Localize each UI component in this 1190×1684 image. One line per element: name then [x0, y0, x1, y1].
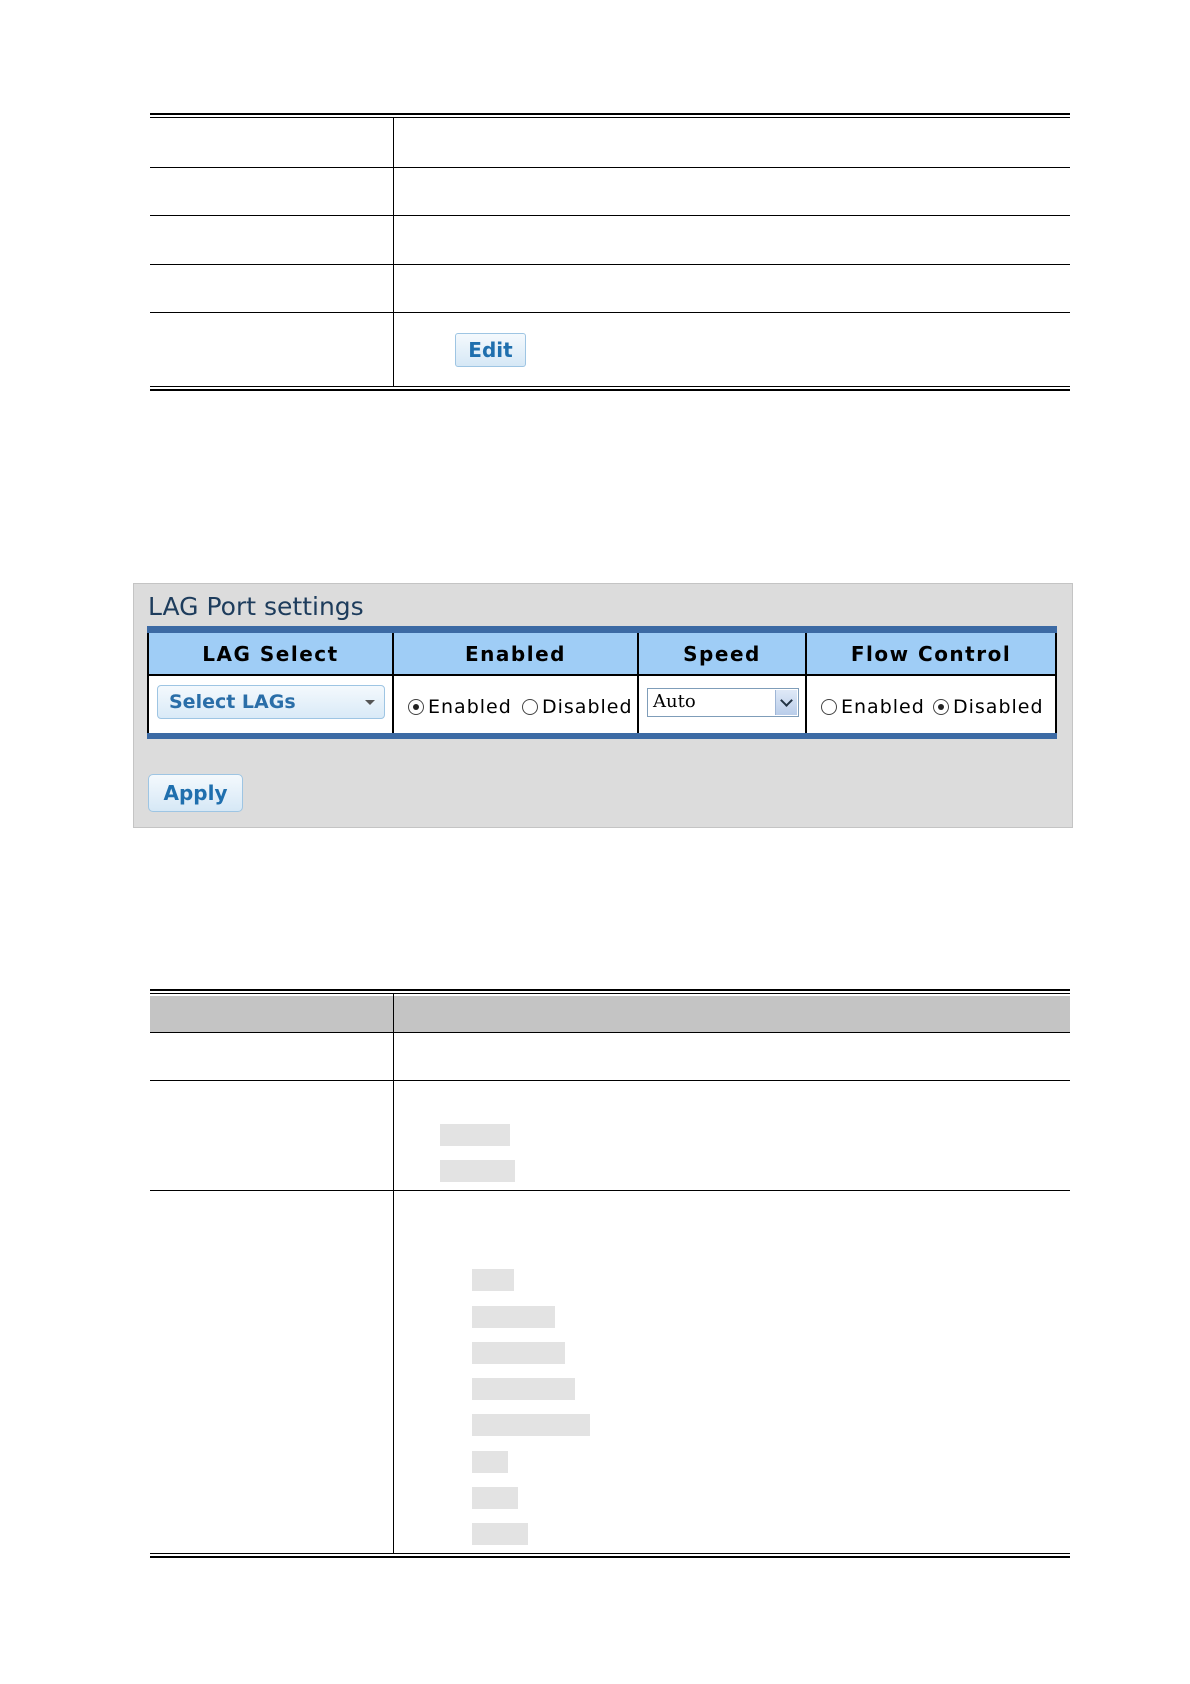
radio-label: Disabled [953, 696, 1044, 718]
row-divider [150, 264, 1070, 265]
edit-button[interactable]: Edit [455, 333, 526, 367]
cell-lag-select [147, 674, 394, 733]
radio-selected-icon[interactable] [933, 699, 949, 715]
header-enabled: Enabled [394, 633, 639, 674]
cell-flow-control [807, 674, 1057, 733]
option-placeholder [472, 1306, 555, 1328]
header-speed: Speed [639, 633, 807, 674]
radio-unselected-icon[interactable] [821, 699, 837, 715]
select-lags-value: Select LAGs [169, 691, 296, 713]
table-bottom-rule-inner [150, 386, 1070, 387]
header-flow-control: Flow Control [807, 633, 1057, 674]
table-top-rule-inner [150, 993, 1070, 994]
table-bottom-rule [150, 389, 1070, 391]
option-placeholder [472, 1451, 508, 1473]
enabled-radio-enabled[interactable] [408, 696, 512, 718]
flow-control-radio-enabled[interactable] [821, 696, 925, 718]
table-bottom-rule [150, 1556, 1070, 1558]
radio-label: Enabled [428, 696, 512, 718]
option-placeholder [472, 1414, 590, 1436]
row-divider [150, 1080, 1070, 1081]
select-lags-dropdown[interactable] [157, 685, 385, 719]
header-lag-select: LAG Select [147, 633, 394, 674]
table-top-rule [150, 113, 1070, 115]
option-placeholder [440, 1124, 510, 1146]
lag-port-settings-panel [133, 583, 1073, 828]
radio-selected-icon[interactable] [408, 699, 424, 715]
caret-down-icon [365, 700, 375, 705]
table-bottom-bar [147, 733, 1057, 739]
radio-label: Enabled [841, 696, 925, 718]
table-header [150, 996, 1070, 1032]
cell-speed [639, 674, 807, 733]
speed-value: Auto [653, 691, 696, 712]
option-placeholder [472, 1523, 528, 1545]
row-divider [150, 1032, 1070, 1033]
table-top-rule-inner [150, 117, 1070, 118]
row-divider [150, 167, 1070, 168]
radio-unselected-icon[interactable] [522, 699, 538, 715]
option-placeholder [472, 1487, 518, 1509]
option-placeholder [472, 1378, 575, 1400]
row-divider [150, 1190, 1070, 1191]
lag-settings-table [147, 626, 1057, 739]
cell-enabled [394, 674, 639, 733]
option-placeholder [472, 1342, 565, 1364]
flow-control-radio-disabled[interactable] [933, 696, 1044, 718]
speed-select[interactable] [647, 688, 799, 717]
chevron-down-icon[interactable] [775, 690, 797, 715]
column-divider [393, 118, 394, 386]
option-placeholder [472, 1269, 514, 1291]
table-top-bar [147, 626, 1057, 633]
row-divider [150, 312, 1070, 313]
table-top-rule [150, 989, 1070, 991]
row-divider [150, 215, 1070, 216]
option-placeholder [440, 1160, 515, 1182]
table-bottom-rule-inner [150, 1553, 1070, 1554]
apply-button[interactable]: Apply [148, 774, 243, 812]
enabled-radio-disabled[interactable] [522, 696, 633, 718]
column-divider [393, 994, 394, 1553]
panel-title: LAG Port settings [148, 592, 364, 621]
radio-label: Disabled [542, 696, 633, 718]
